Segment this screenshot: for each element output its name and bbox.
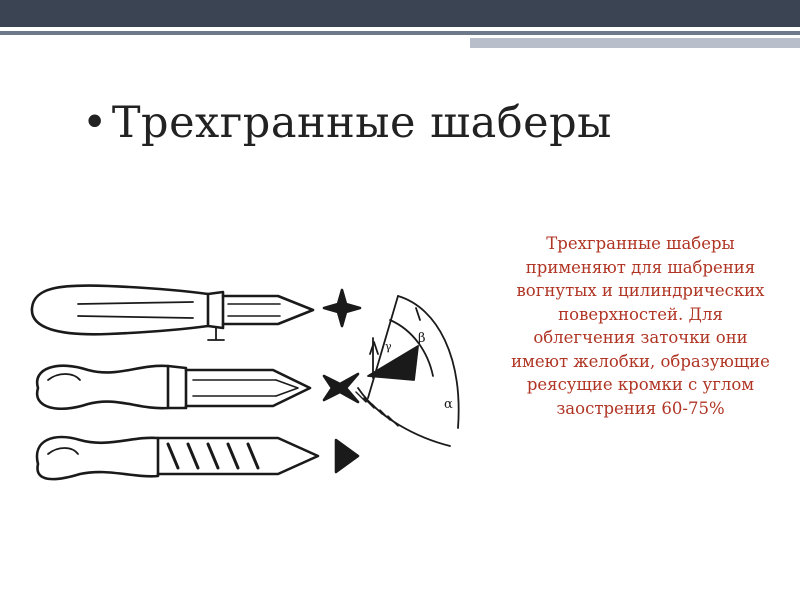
slide-title [82, 98, 612, 148]
scraper-bottom [37, 437, 318, 479]
profile-fluted [324, 374, 358, 402]
scraper-middle [37, 366, 310, 409]
angle-diagram [356, 296, 459, 446]
header-bar-line [0, 31, 800, 35]
header-bar-accent [470, 38, 800, 48]
angle-gamma-label: γ [385, 340, 392, 353]
profile-cross [324, 290, 360, 326]
slide-body-text: Трехгранные шаберы применяют для шабрения вогнутых и цилиндрических поверхностей. Для облегчения заточки они имеют желобки, образующие реясущие кромки с углом заострения 60-75% [511, 234, 770, 418]
title-text: Трехгранные шаберы [111, 98, 612, 148]
header-bar-dark [0, 0, 800, 27]
scraper-illustration [18, 268, 498, 498]
profile-triangle [336, 440, 358, 472]
title-bullet: • [82, 98, 108, 148]
angle-alpha-label: α [444, 397, 453, 412]
angle-beta-label: β [418, 331, 426, 346]
scraper-top [32, 286, 313, 340]
